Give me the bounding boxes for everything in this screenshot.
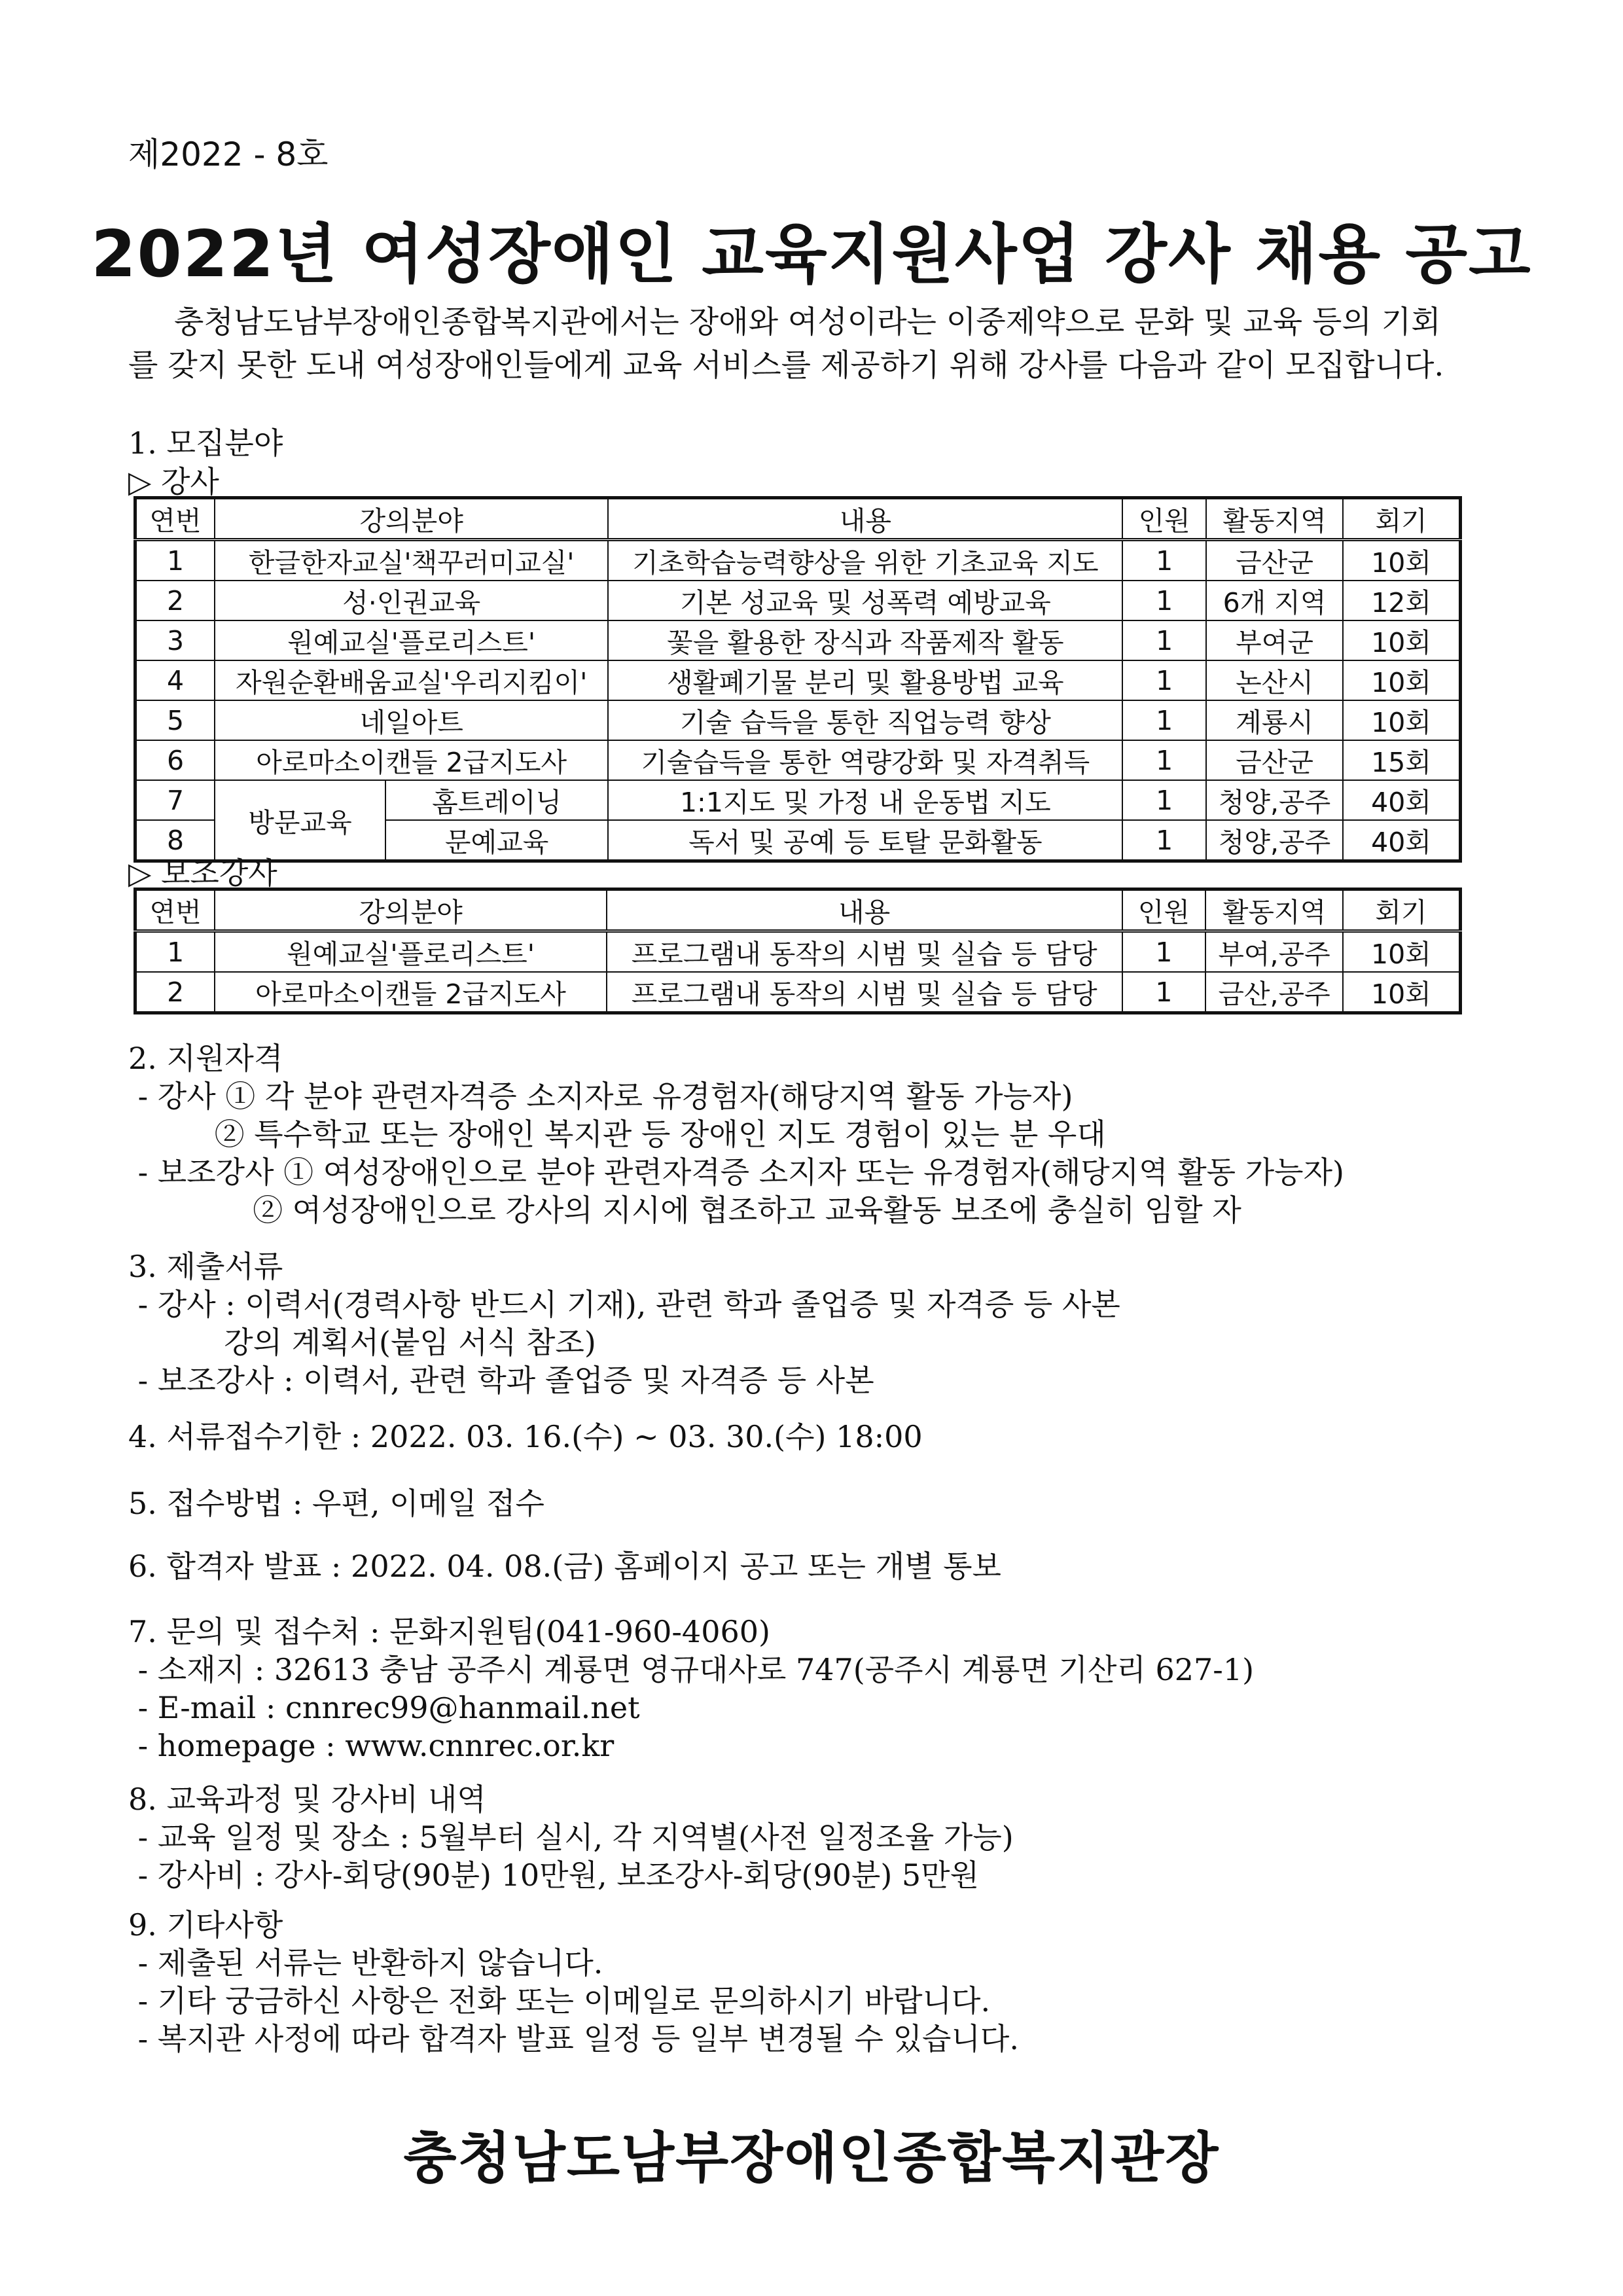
- row-content: 1:1지도 및 가정 내 운동법 지도: [608, 780, 1122, 820]
- section-6: [128, 1547, 1001, 1585]
- section-2: [128, 1039, 1344, 1229]
- row-field: 아로마소이캔들 2급지도사: [215, 740, 608, 780]
- section-3-line: 강의 계획서(붙임 서식 참조): [128, 1325, 596, 1360]
- row-no: 2: [135, 581, 215, 620]
- section-2-line: - 보조강사 ① 여성장애인으로 분야 관련자격증 소지자 또는 유경험자(해당지역 활동 가능자): [128, 1155, 1344, 1190]
- section-5: [128, 1484, 544, 1522]
- header-no: 연번: [135, 889, 215, 931]
- row-content: 기술습득을 통한 역량강화 및 자격취득: [608, 740, 1122, 780]
- row-content: 기본 성교육 및 성폭력 예방교육: [608, 581, 1122, 620]
- issuer-signature: 충청남도남부장애인종합복지관장: [403, 2126, 1220, 2190]
- row-content: 기초학습능력향상을 위한 기초교육 지도: [608, 540, 1122, 581]
- row-sessions: 10회: [1343, 540, 1460, 581]
- instructor-label: ▷ 강사: [128, 464, 219, 499]
- row-field: 문예교육: [385, 820, 608, 861]
- assistant-label: ▷ 보조강사: [128, 855, 277, 891]
- table-row: [135, 931, 1461, 973]
- intro-paragraph: 충청남도남부장애인종합복지관에서는 장애와 여성이라는 이중제약으로 문화 및 교육 등의 기회를 갖지 못한 도내 여성장애인들에게 교육 서비스를 제공하기 위해 강사를 다음과 같이 모집합니다.: [128, 304, 1444, 384]
- table-row: [135, 540, 1461, 581]
- table-row: [135, 620, 1461, 660]
- section-3-line: - 강사 : 이력서(경력사항 반드시 기재), 관련 학과 졸업증 및 자격증 등 사본: [128, 1287, 1120, 1322]
- section-7-line: - homepage : www.cnnrec.or.kr: [128, 1728, 615, 1763]
- row-no: 6: [135, 740, 215, 780]
- row-no: 1: [135, 540, 215, 581]
- row-no: 4: [135, 660, 215, 700]
- section-9-line: - 복지관 사정에 따라 합격자 발표 일정 등 일부 변경될 수 있습니다.: [128, 2021, 1019, 2056]
- row-field: 성·인권교육: [215, 581, 608, 620]
- header-field: 강의분야: [215, 889, 606, 931]
- section-1-heading: 1. 모집분야: [128, 425, 283, 461]
- section-7-line: - 소재지 : 32613 충남 공주시 계룡면 영규대사로 747(공주시 계룡면 기산리 627-1): [128, 1652, 1255, 1687]
- row-no: 8: [135, 820, 215, 861]
- instructor-table: [134, 496, 1462, 863]
- visit-group-label: 방문교육: [215, 780, 385, 861]
- section-8-line: - 교육 일정 및 장소 : 5월부터 실시, 각 지역별(사전 일정조율 가능): [128, 1820, 1014, 1855]
- header-sessions: 회기: [1343, 498, 1460, 540]
- section-7: [128, 1613, 1254, 1765]
- row-region: 금산군: [1206, 540, 1343, 581]
- row-count: 1: [1122, 660, 1206, 700]
- row-content: 기술 습득을 통한 직업능력 향상: [608, 700, 1122, 740]
- assistant-table: [134, 888, 1462, 1014]
- row-count: 1: [1122, 700, 1206, 740]
- row-sessions: 10회: [1343, 972, 1461, 1013]
- table-row: [135, 740, 1461, 780]
- section-8-heading: 8. 교육과정 및 강사비 내역: [128, 1782, 486, 1817]
- section-4-text: 4. 서류접수기한 : 2022. 03. 16.(수) ~ 03. 30.(수) 18:00: [128, 1419, 923, 1454]
- row-no: 5: [135, 700, 215, 740]
- row-region: 금산군: [1206, 740, 1343, 780]
- section-4: [128, 1418, 923, 1456]
- section-9: [128, 1906, 1019, 2058]
- row-field: 자원순환배움교실'우리지킴이': [215, 660, 608, 700]
- row-field: 아로마소이캔들 2급지도사: [215, 972, 606, 1013]
- row-count: 1: [1122, 620, 1206, 660]
- row-count: 1: [1122, 780, 1206, 820]
- row-count: 1: [1122, 740, 1206, 780]
- row-region: 논산시: [1206, 660, 1343, 700]
- row-count: 1: [1122, 581, 1206, 620]
- section-5-text: 5. 접수방법 : 우편, 이메일 접수: [128, 1486, 544, 1521]
- section-2-line: ② 특수학교 또는 장애인 복지관 등 장애인 지도 경험이 있는 분 우대: [128, 1117, 1106, 1152]
- section-7-heading: 7. 문의 및 접수처 : 문화지원팀(041-960-4060): [128, 1614, 770, 1649]
- row-field: 홈트레이닝: [385, 780, 608, 820]
- section-8: [128, 1780, 1014, 1894]
- row-region: 금산,공주: [1205, 972, 1343, 1013]
- section-2-heading: 2. 지원자격: [128, 1041, 283, 1076]
- table-header-row: [135, 498, 1461, 540]
- section-9-heading: 9. 기타사항: [128, 1907, 283, 1943]
- row-content: 프로그램내 동작의 시범 및 실습 등 담당: [607, 931, 1122, 973]
- section-3-heading: 3. 제출서류: [128, 1249, 283, 1284]
- row-region: 청양,공주: [1206, 780, 1343, 820]
- section-7-line: - E-mail : cnnrec99@hanmail.net: [128, 1690, 640, 1725]
- row-field: 원예교실'플로리스트': [215, 931, 606, 973]
- row-no: 7: [135, 780, 215, 820]
- header-content: 내용: [608, 498, 1122, 540]
- section-9-line: - 제출된 서류는 반환하지 않습니다.: [128, 1945, 603, 1981]
- section-2-line: - 강사 ① 각 분야 관련자격증 소지자로 유경험자(해당지역 활동 가능자): [128, 1079, 1073, 1114]
- row-sessions: 12회: [1343, 581, 1460, 620]
- row-count: 1: [1122, 540, 1206, 581]
- row-content: 독서 및 공예 등 토탈 문화활동: [608, 820, 1122, 861]
- row-sessions: 40회: [1343, 820, 1460, 861]
- table-row: [135, 660, 1461, 700]
- row-no: 3: [135, 620, 215, 660]
- row-count: 1: [1122, 972, 1206, 1013]
- section-6-text: 6. 합격자 발표 : 2022. 04. 08.(금) 홈페이지 공고 또는 개별 통보: [128, 1549, 1001, 1584]
- table-row: [135, 581, 1461, 620]
- document-number: 제2022 - 8호: [128, 135, 329, 173]
- row-field: 원예교실'플로리스트': [215, 620, 608, 660]
- row-no: 1: [135, 931, 215, 973]
- header-count: 인원: [1122, 498, 1206, 540]
- row-no: 2: [135, 972, 215, 1013]
- row-sessions: 40회: [1343, 780, 1460, 820]
- row-region: 6개 지역: [1206, 581, 1343, 620]
- row-count: 1: [1122, 820, 1206, 861]
- header-content: 내용: [607, 889, 1122, 931]
- header-region: 활동지역: [1205, 889, 1343, 931]
- row-content: 프로그램내 동작의 시범 및 실습 등 담당: [607, 972, 1122, 1013]
- row-region: 계룡시: [1206, 700, 1343, 740]
- row-content: 생활폐기물 분리 및 활용방법 교육: [608, 660, 1122, 700]
- section-3-line: - 보조강사 : 이력서, 관련 학과 졸업증 및 자격증 등 사본: [128, 1363, 874, 1398]
- header-count: 인원: [1122, 889, 1206, 931]
- row-field: 네일아트: [215, 700, 608, 740]
- section-9-line: - 기타 궁금하신 사항은 전화 또는 이메일로 문의하시기 바랍니다.: [128, 1983, 991, 2018]
- row-sessions: 10회: [1343, 931, 1461, 973]
- section-8-line: - 강사비 : 강사-회당(90분) 10만원, 보조강사-회당(90분) 5만원: [128, 1857, 980, 1893]
- table-row: [135, 972, 1461, 1013]
- table-header-row: [135, 889, 1461, 931]
- table-row: [135, 700, 1461, 740]
- row-sessions: 15회: [1343, 740, 1460, 780]
- section-3: [128, 1247, 1120, 1399]
- page-title: 2022년 여성장애인 교육지원사업 강사 채용 공고: [91, 217, 1532, 292]
- header-field: 강의분야: [215, 498, 608, 540]
- header-region: 활동지역: [1206, 498, 1343, 540]
- section-2-line: ② 여성장애인으로 강사의 지시에 협조하고 교육활동 보조에 충실히 임할 자: [128, 1193, 1241, 1228]
- header-no: 연번: [135, 498, 215, 540]
- row-sessions: 10회: [1343, 660, 1460, 700]
- row-content: 꽃을 활용한 장식과 작품제작 활동: [608, 620, 1122, 660]
- table-row: [135, 780, 1461, 820]
- row-count: 1: [1122, 931, 1206, 973]
- row-field: 한글한자교실'책꾸러미교실': [215, 540, 608, 581]
- row-region: 부여,공주: [1205, 931, 1343, 973]
- row-sessions: 10회: [1343, 620, 1460, 660]
- row-region: 청양,공주: [1206, 820, 1343, 861]
- header-sessions: 회기: [1343, 889, 1461, 931]
- row-region: 부여군: [1206, 620, 1343, 660]
- row-sessions: 10회: [1343, 700, 1460, 740]
